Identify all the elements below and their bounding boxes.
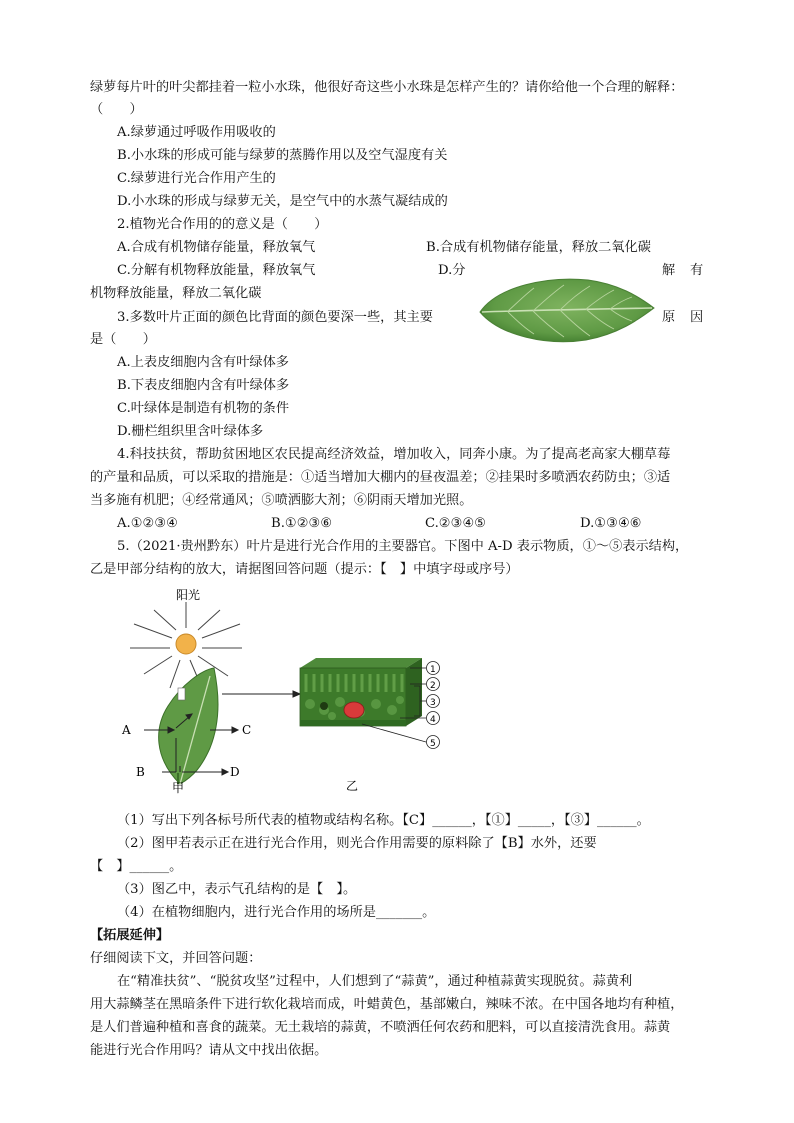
q4-stem-line2: 的产量和品质，可以采取的措施是：①适当增加大棚内的昼夜温差；②挂果时多喷洒农药防虫；③适 (90, 470, 671, 485)
svg-text:4: 4 (430, 715, 436, 725)
q5-sub3: （3）图乙中，表示气孔结构的是【 】。 (117, 882, 357, 897)
q5-sub1: （1）写出下列各标号所代表的植物或结构名称。【C】______，【①】_____，【③】______。 (117, 813, 650, 828)
q4-option-a: A.①②③④ (117, 516, 179, 531)
q2-option-c: C.分解有机物释放能量，释放氧气 (117, 263, 316, 278)
q5-sub4: （4）在植物细胞内，进行光合作用的场所是_______。 (117, 905, 436, 920)
q2-option-b: B.合成有机物储存能量，释放二氧化碳 (426, 240, 651, 255)
q1-option-b: B.小水珠的形成可能与绿萝的蒸腾作用以及空气湿度有关 (117, 148, 448, 163)
label-c: C (242, 723, 252, 737)
label-jia: 甲 (172, 781, 185, 795)
q3-stem-part2a: 原 (662, 310, 676, 325)
q2-option-a: A.合成有机物储存能量，释放氧气 (117, 240, 316, 255)
label-yi: 乙 (346, 779, 359, 793)
q5-stem-line1: 5.（2021·贵州黔东）叶片是进行光合作用的主要器官。下图中 A-D 表示物质，①～⑤表示结构， (117, 539, 689, 554)
q5-sub2-line2: 【 】______。 (90, 859, 183, 874)
svg-text:5: 5 (430, 739, 436, 749)
ext-para-line3: 是人们普遍种植和喜食的蔬菜。无土栽培的蒜黄，不喷洒任何农药和肥料，可以直接清洗食用。蒜黄 (90, 1020, 671, 1035)
q3-option-b: B.下表皮细胞内含有叶绿体多 (117, 378, 290, 393)
ext-para-line2: 用大蒜鳞茎在黑暗条件下进行软化栽培而成，叶蜡黄色，基部嫩白，辣味不浓。在中国各地均有种植， (90, 997, 684, 1012)
q5-stem-line2: 乙是甲部分结构的放大，请据图回答问题（提示：【 】中填字母或序号） (90, 562, 519, 577)
q2-option-d-mid1: 解 (662, 263, 676, 278)
q3-stem-part1: 3.多数叶片正面的颜色比背面的颜色要深一些，其主要 (117, 310, 433, 325)
q2-stem: 2.植物光合作用的的意义是（ ） (117, 217, 328, 232)
leaf-jia (159, 668, 218, 784)
svg-text:3: 3 (430, 698, 436, 708)
ext-intro: 仔细阅读下文，并回答问题： (90, 951, 262, 966)
q4-option-b: B.①②③⑥ (271, 516, 333, 531)
q1-stem-line2: （ ） (90, 102, 143, 117)
ext-heading: 【拓展延伸】 (90, 928, 170, 943)
leaf-structure-diagram (110, 588, 450, 800)
label-d: D (230, 765, 240, 779)
q4-option-c: C.②③④⑤ (425, 516, 487, 531)
label-b: B (136, 765, 145, 779)
q4-stem-line3: 当多施有机肥；④经常通风；⑤喷洒膨大剂；⑥阴雨天增加光照。 (90, 493, 473, 508)
q1-option-d: D.小水珠的形成与绿萝无关，是空气中的水蒸气凝结成的 (117, 194, 448, 209)
q3-stem-part2b: 因 (690, 310, 704, 325)
label-a: A (122, 723, 131, 737)
ext-para-line4: 能进行光合作用吗？请从文中找出依据。 (90, 1043, 328, 1058)
q4-stem-line1: 4.科技扶贫，帮助贫困地区农民提高经济效益，增加收入，同奔小康。为了提高老高家大棚草莓 (117, 447, 671, 462)
q1-option-a: A.绿萝通过呼吸作用吸收的 (117, 125, 276, 140)
q2-option-d-mid2: 有 (690, 263, 704, 278)
leaf-photo (478, 274, 656, 346)
q5-sub2-line1: （2）图甲若表示正在进行光合作用，则光合作用需要的原料除了【B】水外，还要 (117, 836, 597, 851)
q4-option-d: D.①③④⑥ (580, 516, 642, 531)
svg-text:2: 2 (430, 681, 436, 691)
sun-label: 阳光 (176, 588, 201, 602)
q3-option-c: C.叶绿体是制造有机物的条件 (117, 401, 290, 416)
q1-option-c: C.绿萝进行光合作用产生的 (117, 171, 276, 186)
q3-stem-end: 是（ ） (90, 332, 156, 347)
q1-stem-line1: 绿萝每片叶的叶尖都挂着一粒小水珠，他很好奇这些小水珠是怎样产生的？请你给他一个合理的解释： (90, 80, 684, 95)
q2-option-d-cont: 机物释放能量，释放二氧化碳 (90, 286, 262, 301)
svg-text:1: 1 (430, 665, 436, 675)
q3-option-d: D.栅栏组织里含叶绿体多 (117, 424, 264, 439)
q3-option-a: A.上表皮细胞内含有叶绿体多 (117, 355, 289, 370)
q2-option-d-start: D.分 (438, 263, 466, 278)
leaf-cross-section (300, 658, 422, 726)
ext-para-line1: 在“精准扶贫”、“脱贫攻坚”过程中，人们想到了“蒜黄”，通过种植蒜黄实现脱贫。蒜黄利 (117, 974, 633, 989)
sun-icon (130, 602, 242, 688)
